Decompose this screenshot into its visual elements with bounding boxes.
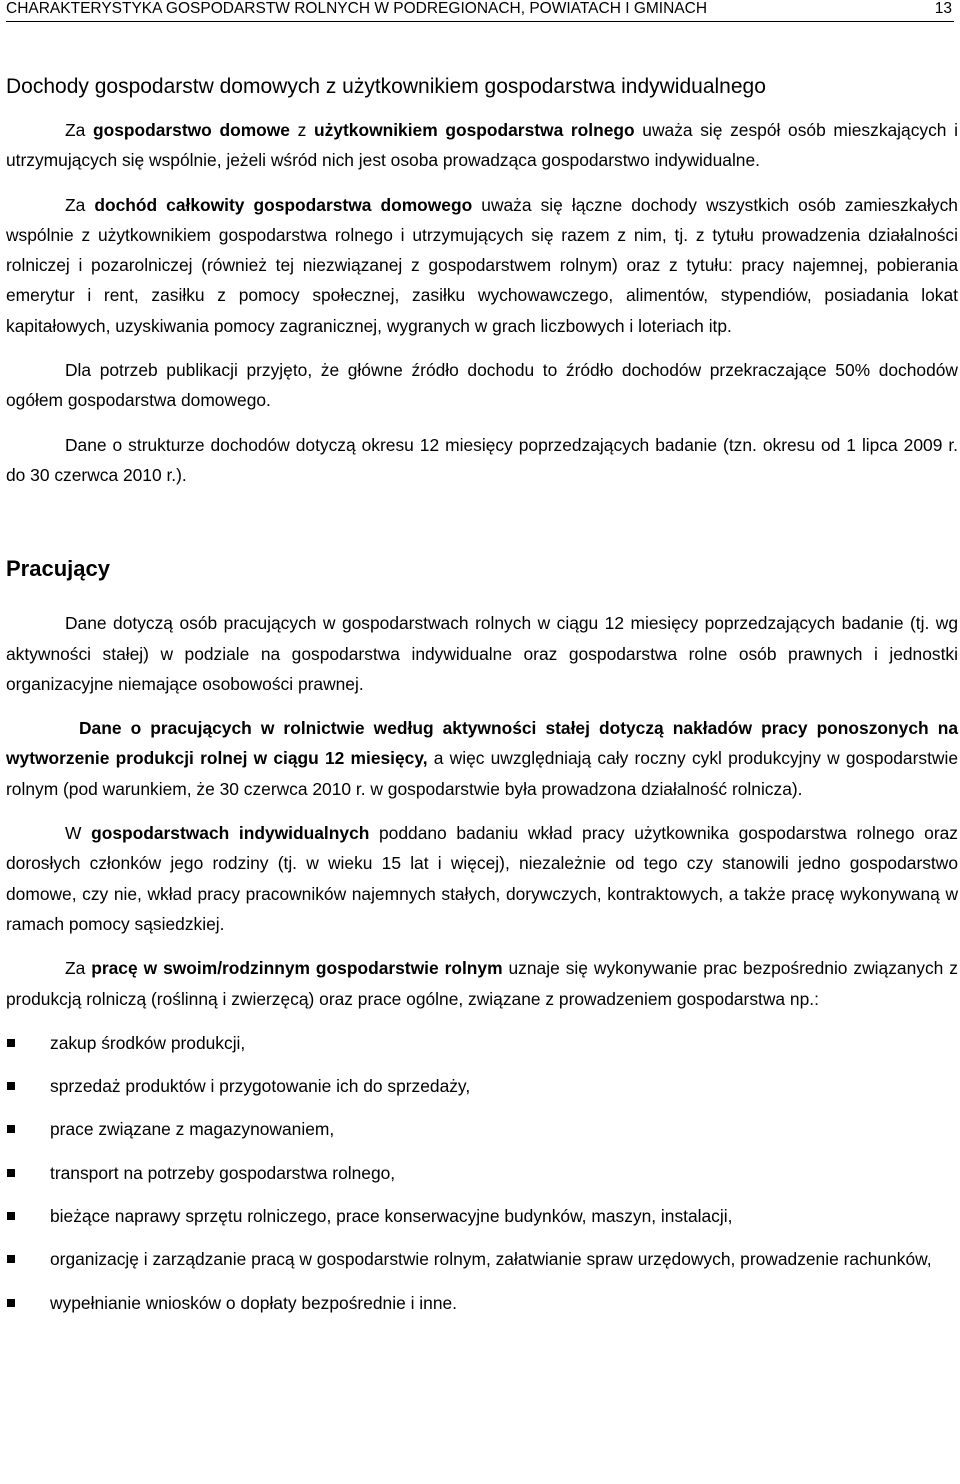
paragraph-gospodarstwa-indywidualne <box>6 818 958 939</box>
list-item-text: zakup środków produkcji, <box>50 1032 246 1053</box>
section-heading-dochody: Dochody gospodarstw domowych z użytkownikiem gospodarstwa indywidualnego <box>6 75 766 98</box>
list-item-text: prace związane z magazynowaniem, <box>50 1119 335 1140</box>
text: uważa się łączne dochody wszystkich osób zamieszkałych wspólnie z użytkownikiem gospodarstwa rolnego i utrzymujących się razem z nim, tj. z tytułu prowadzenia działalności rolniczej i pozarolniczej (również tej niezwiązanej z gospodarstwem rolnym) oraz z tytułu: pracy najemnej, pobierania emerytur i rent, zasiłku z pomocy społecznej, zasiłku wychowawczego, alimentów, stypendiów, posiadania lokat kapitałowych, uzyskiwania pomocy zagranicznej, wygranych w grach liczbowych i loteriach itp. <box>6 194 958 336</box>
list-item-text: transport na potrzeby gospodarstwa rolnego, <box>50 1162 396 1183</box>
term-uzytkownik: użytkownikiem gospodarstwa rolnego <box>314 120 635 140</box>
term-dochod-calkowity: dochód całkowity gospodarstwa domowego <box>94 194 473 215</box>
paragraph-praca-w-gospodarstwie <box>6 953 958 1014</box>
list-item <box>6 1071 958 1101</box>
square-bullet-icon <box>7 1169 15 1177</box>
text: uważa się zespół osób mieszkających i utrzymujących się wspólnie, jeżeli wśród nich jest osoba prowadząca gospodarstwo indywidualne. <box>6 120 958 171</box>
page-content <box>6 70 958 1331</box>
text: Za <box>65 958 92 979</box>
paragraph-glowne-zrodlo: Dla potrzeb publikacji przyjęto, że główne źródło dochodu to źródło dochodów przekraczające 50% dochodów ogółem gospodarstwa domowego. <box>6 360 958 411</box>
list-item <box>6 1201 958 1231</box>
list-item-text: bieżące naprawy sprzętu rolniczego, prace konserwacyjne budynków, maszyn, instalacji, <box>50 1206 733 1227</box>
list-item-text: wypełnianie wniosków o dopłaty bezpośrednie i inne. <box>50 1292 457 1313</box>
square-bullet-icon <box>7 1082 15 1090</box>
text: Za <box>65 194 95 215</box>
text: uznaje się wykonywanie prac bezpośrednio związanych z produkcją rolniczą (roślinną i zwierzęcą) oraz prace ogólne, związane z prowadzeniem gospodarstwa np.: <box>6 958 958 1009</box>
paragraph-struktura-dochodow: Dane o strukturze dochodów dotyczą okresu 12 miesięcy poprzedzających badanie (tzn. okresu od 1 lipca 2009 r. do 30 czerwca 2010 r.). <box>6 434 958 485</box>
term-gospodarstwo-domowe: gospodarstwo domowe <box>92 120 290 140</box>
list-item <box>6 1158 958 1188</box>
text: a więc uwzględniają cały roczny cykl produkcyjny w gospodarstwie rolnym (pod warunkiem, że 30 czerwca 2010 r. w gospodarstwie była prowadzona działalność rolnicza). <box>6 748 958 799</box>
activity-list <box>6 1028 958 1318</box>
list-item <box>6 1288 958 1318</box>
list-item <box>6 1114 958 1144</box>
square-bullet-icon <box>7 1299 15 1307</box>
term-gospodarstwa-indywidualne: gospodarstwach indywidualnych <box>91 823 370 844</box>
paragraph-pracujacy-dane: Dane dotyczą osób pracujących w gospodarstwach rolnych w ciągu 12 miesięcy poprzedzających badanie (tj. wg aktywności stałej) w podziale na gospodarstwa indywidualne oraz gospodarstwa rolne osób prawnych i jednostki organizacyjne niemające osobowości prawnej. <box>6 613 958 694</box>
square-bullet-icon <box>7 1125 15 1133</box>
running-header-title: CHARAKTERYSTYKA GOSPODARSTW ROLNYCH W PODREGIONACH, POWIATACH I GMINACH <box>6 0 708 17</box>
text: Za <box>65 120 93 140</box>
term-naklady-pracy: Dane o pracujących w rolnictwie według aktywności stałej dotyczą nakładów pracy ponoszonych na wytworzenie produkcji rolnej w ciągu 12 miesięcy, <box>6 718 958 769</box>
paragraph-gospodarstwo-domowe <box>6 115 958 176</box>
text: poddano badaniu wkład pracy użytkownika gospodarstwa rolnego oraz dorosłych członków jego rodziny (tj. w wieku 15 lat i więcej), niezależnie od tego czy stanowili jedno gospodarstwo domowe, czy nie, wkład pracy pracowników najemnych stałych, dorywczych, kontraktowych, a także pracę wykonywaną w ramach pomocy sąsiedzkiej. <box>6 823 958 934</box>
square-bullet-icon <box>7 1212 15 1220</box>
list-item-text: organizację i zarządzanie pracą w gospodarstwie rolnym, załatwianie spraw urzędowych, prowadzenie rachunków, <box>50 1249 932 1270</box>
page-number: 13 <box>934 0 952 17</box>
list-item-text: sprzedaż produktów i przygotowanie ich do sprzedaży, <box>50 1076 471 1097</box>
square-bullet-icon <box>7 1255 15 1263</box>
paragraph-dochod-calkowity <box>6 190 958 341</box>
text: W <box>65 823 92 844</box>
term-praca-w-gospodarstwie: pracę w swoim/rodzinnym gospodarstwie rolnym <box>91 958 503 979</box>
list-item <box>6 1028 958 1058</box>
square-bullet-icon <box>7 1039 15 1047</box>
text: z <box>289 120 314 140</box>
section-heading-pracujacy: Pracujący <box>6 556 110 582</box>
list-item <box>6 1244 958 1274</box>
running-header <box>6 0 954 22</box>
paragraph-naklady-pracy <box>6 713 958 804</box>
